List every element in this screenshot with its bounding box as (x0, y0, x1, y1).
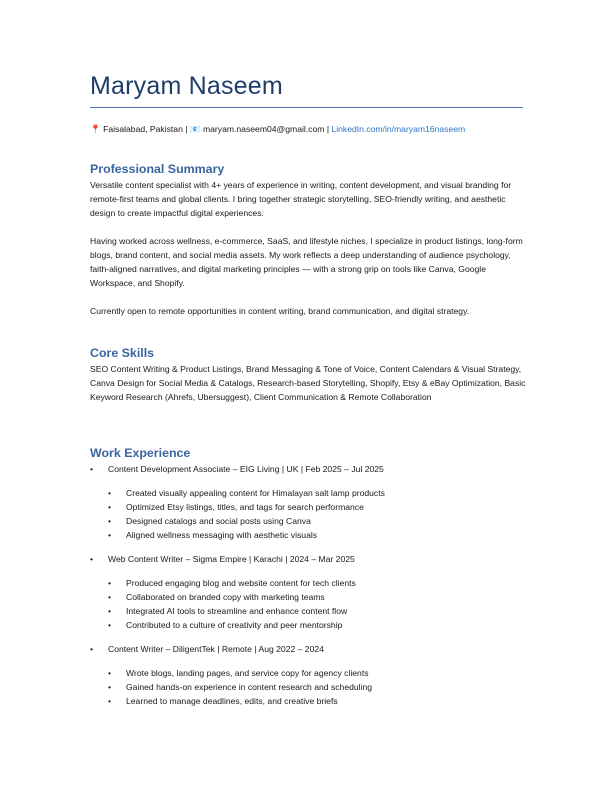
envelope-icon: 📧 (189, 124, 201, 134)
job-bullet: • Collaborated on branded copy with marketing teams (108, 590, 530, 604)
job-title: • Web Content Writer – Sigma Empire | Karachi | 2024 – Mar 2025 (90, 552, 530, 566)
separator: | (185, 124, 188, 134)
job-bullet: • Created visually appealing content for Himalayan salt lamp products (108, 486, 530, 500)
skills-section (90, 346, 530, 404)
job-bullet: • Produced engaging blog and website content for tech clients (108, 576, 530, 590)
linkedin-link[interactable]: LinkedIn.com/in/maryam16naseem (331, 124, 466, 134)
job-bullet: • Contributed to a culture of creativity and peer mentorship (108, 618, 530, 632)
experience-section (90, 446, 530, 718)
job-title: • Content Writer – DiligentTek | Remote | Aug 2022 – 2024 (90, 642, 530, 656)
skills-text: SEO Content Writing & Product Listings, Brand Messaging & Tone of Voice, Content Calendars & Visual Strategy, Canva Design for Social Media & Catalogs, Research-based Storytelling, Shopify, Etsy & eBay Optimization, Basic Keyword Research (Ahrefs, Ubersuggest), Client Communication & Remote Collaboration (90, 364, 526, 402)
header-divider (90, 107, 523, 108)
job-bullet: • Gained hands-on experience in content research and scheduling (108, 680, 530, 694)
location: Faisalabad, Pakistan (103, 124, 183, 134)
pin-icon: 📍 (90, 124, 101, 134)
separator: | (326, 124, 330, 134)
summary-paragraph: Having worked across wellness, e-commerce, SaaS, and lifestyle niches, I specialize in product listings, long-form blogs, brand content, and social media assets. My work reflects a deep understanding of audience psychology, faith-aligned narratives, and digital marketing principles — with a strong grip on tools like Canva, Google Workspace, and Shopify. (90, 236, 523, 288)
job-bullet: • Integrated AI tools to streamline and enhance content flow (108, 604, 530, 618)
contact-line (90, 124, 530, 135)
job-bullet: • Aligned wellness messaging with aesthetic visuals (108, 528, 530, 542)
section-heading: Core Skills (90, 346, 155, 360)
job-bullet: • Wrote blogs, landing pages, and service copy for agency clients (108, 666, 530, 680)
email-link[interactable]: maryam.naseem04@gmail.com (202, 124, 325, 134)
summary-paragraph: Currently open to remote opportunities in content writing, brand communication, and digital strategy. (90, 306, 470, 316)
candidate-name: Maryam Naseem (90, 72, 283, 100)
section-heading: Work Experience (90, 446, 191, 460)
job-bullet: • Designed catalogs and social posts using Canva (108, 514, 530, 528)
job-bullet: • Learned to manage deadlines, edits, and creative briefs (108, 694, 530, 708)
summary-section (90, 162, 530, 332)
section-heading: Professional Summary (90, 162, 225, 176)
job-title: • Content Development Associate – EIG Living | UK | Feb 2025 – Jul 2025 (90, 462, 530, 476)
summary-paragraph: Versatile content specialist with 4+ years of experience in writing, content development, and visual branding for remote-first teams and global clients. I bring together strategic storytelling, SEO-friendly writing, and aesthetic design to create impactful digital experiences. (90, 180, 512, 218)
job-bullet: • Optimized Etsy listings, titles, and tags for search performance (108, 500, 530, 514)
